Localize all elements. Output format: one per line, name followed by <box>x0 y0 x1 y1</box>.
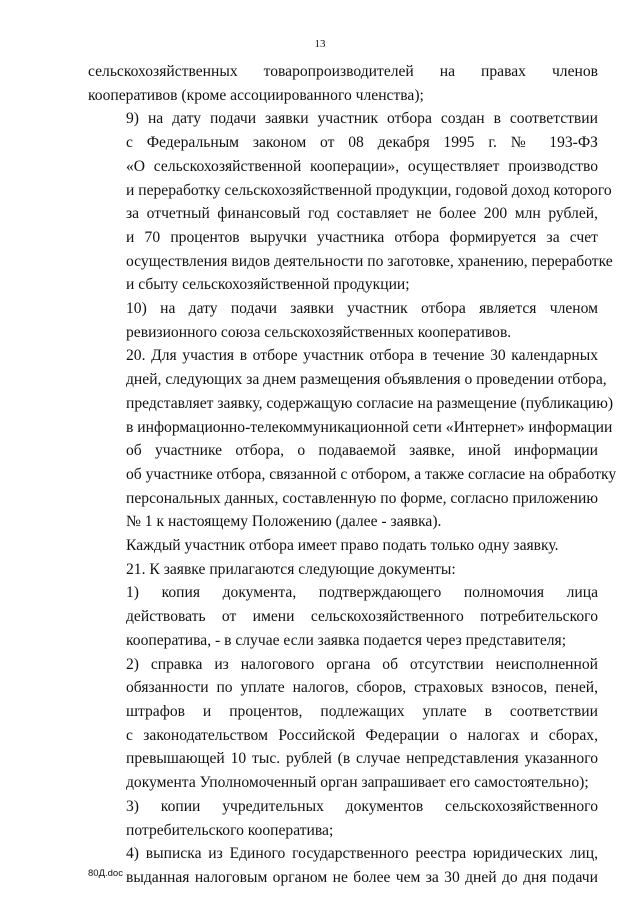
text-line: об участнике отбора, о подаваемой заявке, иной информации <box>126 442 598 460</box>
text-line: кооперативов (кроме ассоциированного членства); <box>88 86 424 104</box>
file-name-footer: 80Д.doc <box>88 868 123 879</box>
text-line: с Федеральным законом от 08 декабря 1995 г. № 193-ФЗ <box>126 134 598 152</box>
paragraph <box>88 581 598 652</box>
text-line: осуществления видов деятельности по заготовке, хранению, переработке <box>126 252 613 270</box>
text-line: «О сельскохозяйственной кооперации», осуществляет производство <box>126 157 598 175</box>
text-line: и переработку сельскохозяйственной продукции, годовой доход которого <box>126 181 612 199</box>
paragraph <box>88 842 598 889</box>
paragraph <box>88 558 598 582</box>
text-line: ревизионного союза сельскохозяйственных кооперативов. <box>126 323 512 341</box>
text-line: и сбыту сельскохозяйственной продукции; <box>126 276 410 294</box>
paragraph <box>88 60 598 107</box>
text-line: документа Уполномоченный орган запрашивает его самостоятельно); <box>126 774 589 792</box>
text-line: представляет заявку, содержащую согласие на размещение (публикацию) <box>126 394 614 412</box>
text-line: об участнике отбора, связанной с отбором, а также согласие на обработку <box>126 465 617 483</box>
text-line: с законодательством Российской Федерации о налогах и сборах, <box>126 726 598 744</box>
paragraph <box>88 297 598 344</box>
text-line: 3) копии учредительных документов сельскохозяйственного <box>126 797 598 815</box>
text-line: № 1 к настоящему Положению (далее - заявка). <box>126 513 442 531</box>
paragraph <box>88 795 598 842</box>
paragraph <box>88 653 598 795</box>
text-line: кооператива, - в случае если заявка подается через представителя; <box>126 631 567 649</box>
text-line: 2) справка из налогового органа об отсутствии неисполненной <box>126 655 598 673</box>
text-line: 9) на дату подачи заявки участник отбора создан в соответствии <box>126 110 598 128</box>
text-line: превышающей 10 тыс. рублей (в случае непредставления указанного <box>126 750 598 768</box>
paragraph <box>88 107 613 297</box>
text-line: за отчетный финансовый год составляет не более 200 млн рублей, <box>126 205 598 223</box>
text-line: 20. Для участия в отборе участник отбора в течение 30 календарных <box>126 347 598 365</box>
text-line: потребительского кооператива; <box>126 821 334 839</box>
text-line: персональных данных, составленную по форме, согласно приложению <box>126 489 598 507</box>
text-line: дней, следующих за днем размещения объявления о проведении отбора, <box>126 371 607 389</box>
text-line: Каждый участник отбора имеет право подать только одну заявку. <box>126 537 559 555</box>
text-line: действовать от имени сельскохозяйственного потребительского <box>126 608 598 626</box>
text-line: в информационно-телекоммуникационной сети «Интернет» информации <box>126 418 613 436</box>
text-line: выданная налоговым органом не более чем за 30 дней до дня подачи <box>126 868 598 886</box>
paragraph <box>88 534 598 558</box>
text-line: 10) на дату подачи заявки участник отбора является членом <box>126 300 598 318</box>
page-number: 13 <box>314 38 326 50</box>
text-line: сельскохозяйственных товаропроизводителей на правах членов <box>88 63 598 80</box>
text-line: 21. К заявке прилагаются следующие документы: <box>126 560 456 578</box>
text-line: обязанности по уплате налогов, сборов, страховых взносов, пеней, <box>126 679 598 697</box>
text-line: 4) выписка из Единого государственного реестра юридических лиц, <box>126 845 598 863</box>
paragraph <box>88 344 617 534</box>
text-line: 1) копия документа, подтверждающего полномочия лица <box>126 584 598 602</box>
text-line: штрафов и процентов, подлежащих уплате в соответствии <box>126 702 598 720</box>
document-body <box>88 60 617 890</box>
text-line: и 70 процентов выручки участника отбора формируется за счет <box>126 228 598 246</box>
